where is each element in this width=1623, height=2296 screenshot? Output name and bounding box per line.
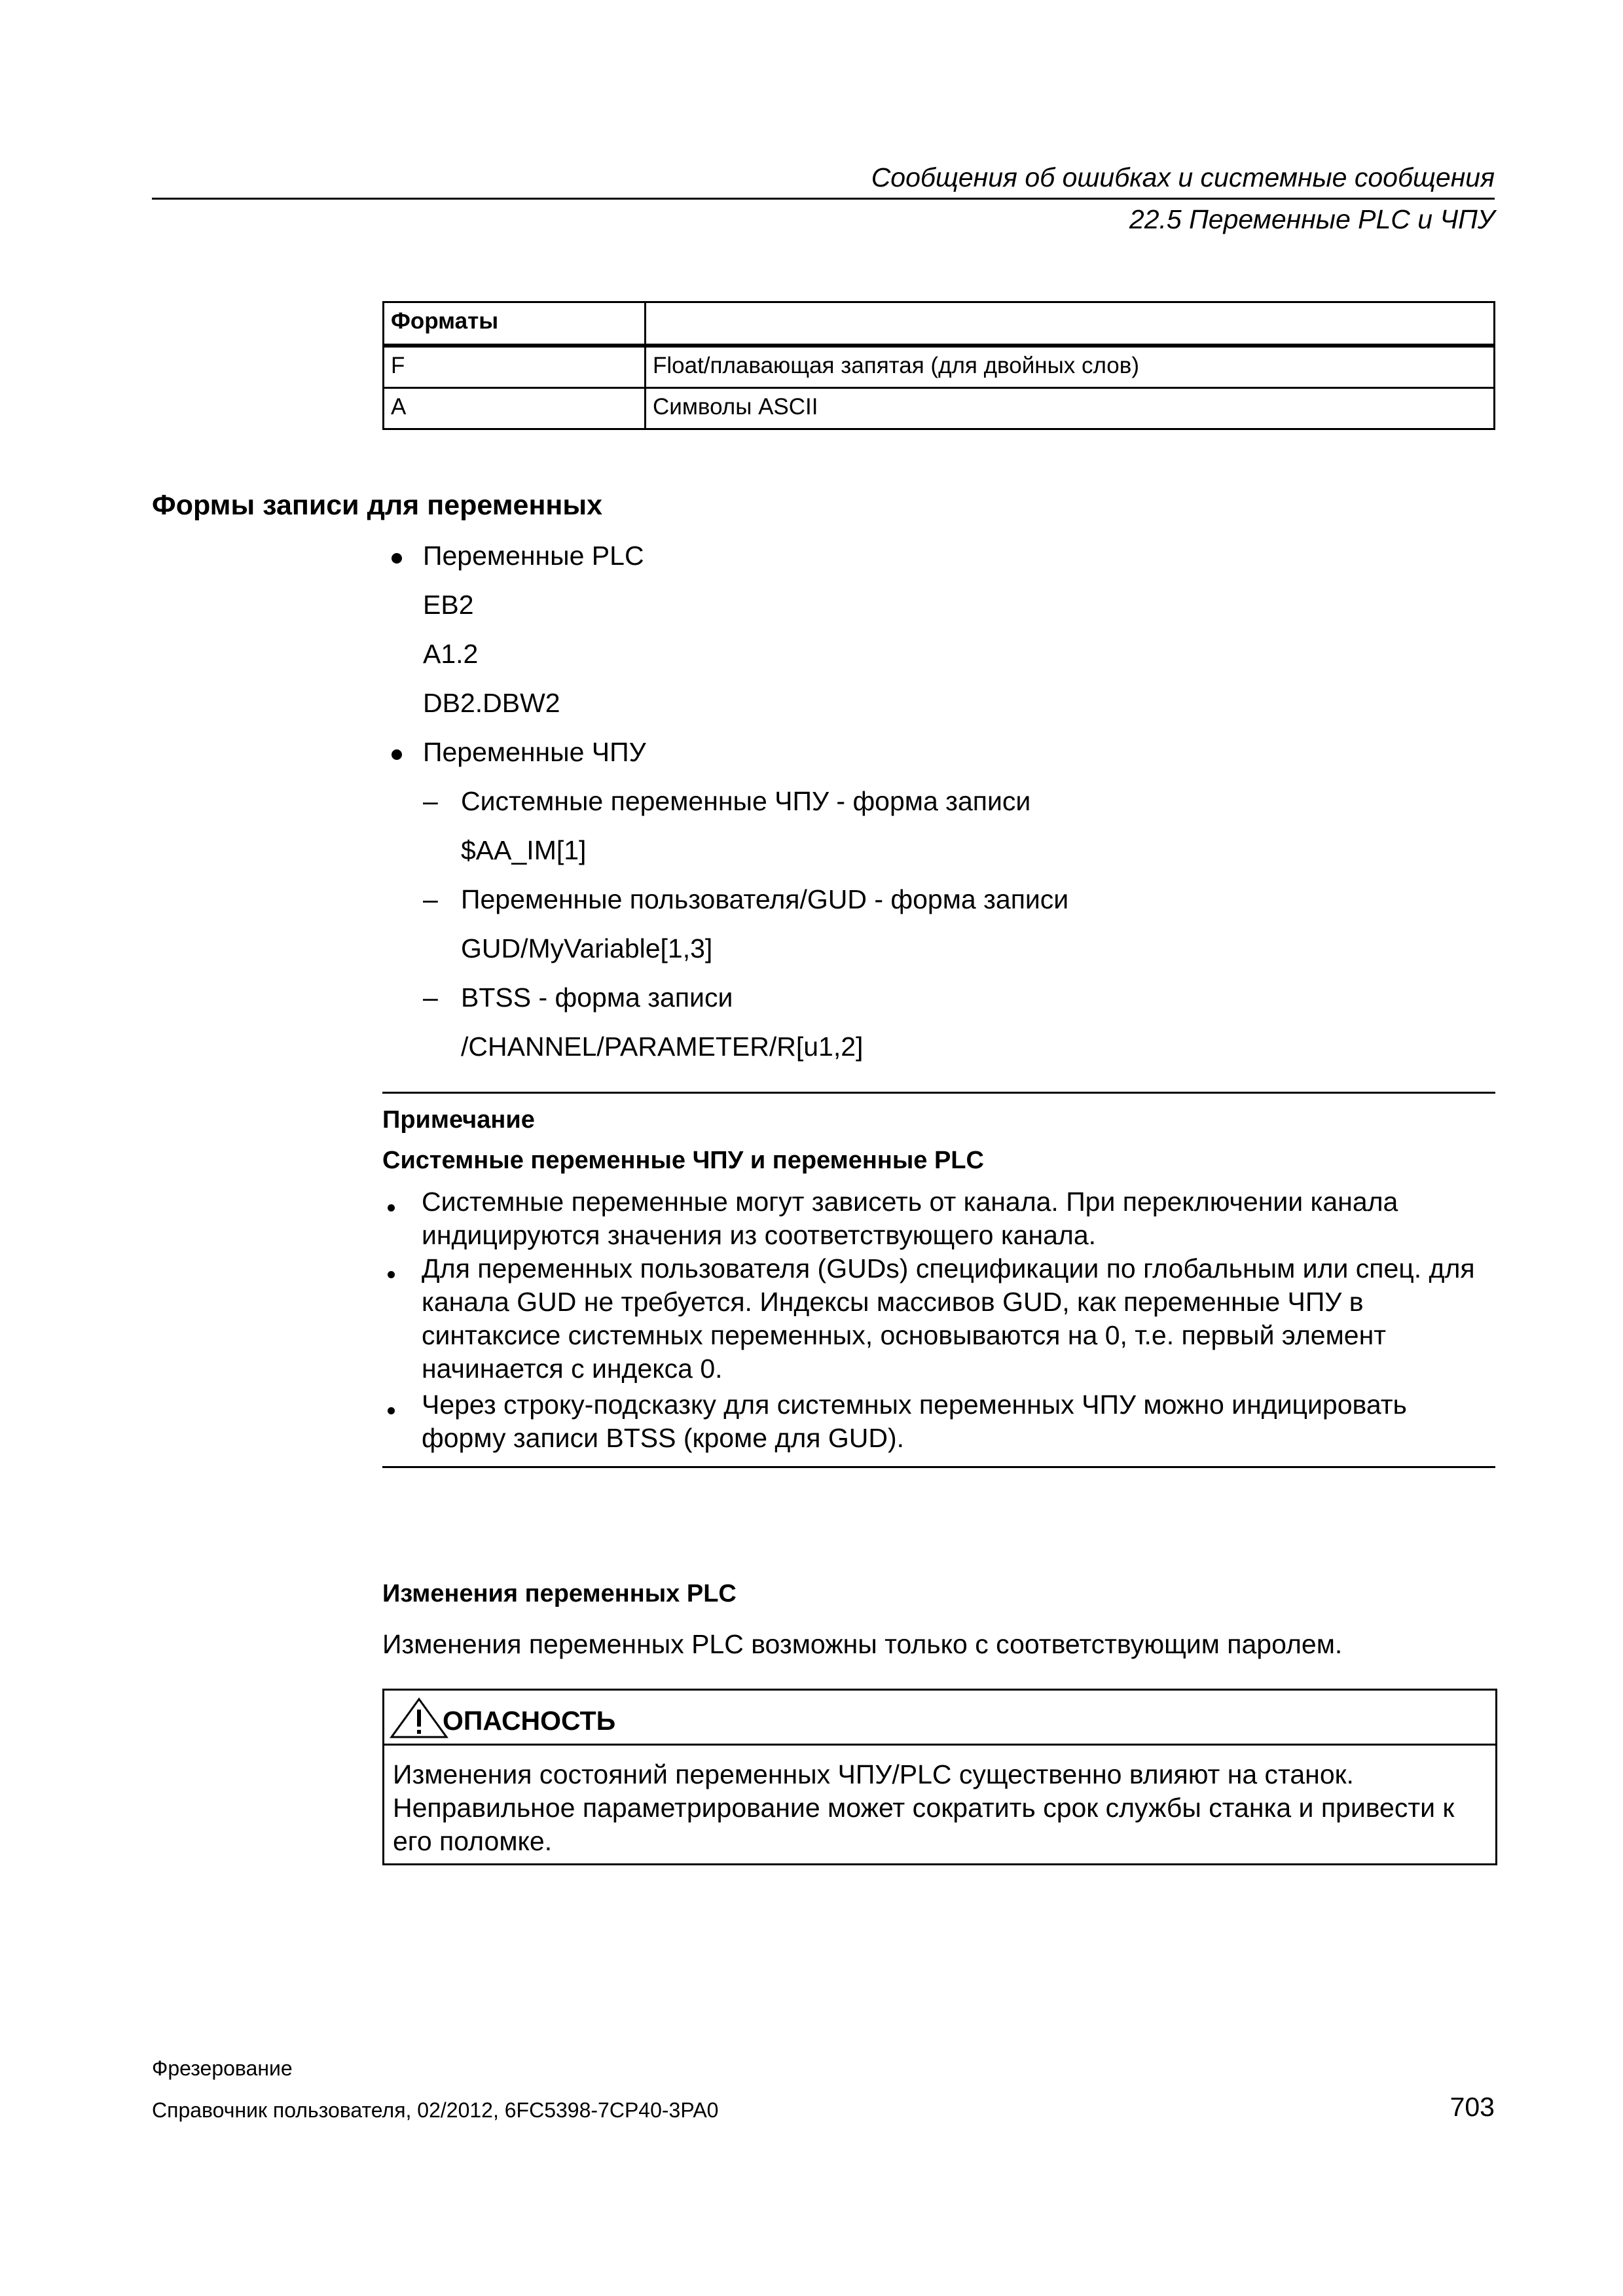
bullet-icon <box>392 553 402 564</box>
footer-product: Фрезерование <box>152 2056 293 2080</box>
plc-variables-label: Переменные PLC <box>423 541 644 571</box>
plc-example: DB2.DBW2 <box>423 688 560 718</box>
danger-label: ОПАСНОСТЬ <box>443 1706 616 1736</box>
plc-example: A1.2 <box>423 639 479 669</box>
note-bottom-rule <box>382 1466 1495 1468</box>
nc-item-label: BTSS - форма записи <box>461 982 733 1013</box>
page-number: 703 <box>1450 2092 1495 2122</box>
plc-example: EB2 <box>423 590 474 620</box>
note-item: Системные переменные могут зависеть от канала. При переключении канала индицируются значения из соответствующего канала. <box>422 1187 1398 1250</box>
bullet-icon <box>388 1204 395 1211</box>
changes-text: Изменения переменных PLC возможны только с соответствующим паролем. <box>382 1629 1343 1659</box>
formats-table <box>382 301 1495 430</box>
nc-item-label: Переменные пользователя/GUD - форма записи <box>461 884 1069 914</box>
running-header-chapter: Сообщения об ошибках и системные сообщения <box>871 162 1495 192</box>
table-row <box>384 388 1495 429</box>
formats-table-header-cell: Форматы <box>384 302 646 346</box>
nc-item-example: /CHANNEL/PARAMETER/R[u1,2] <box>461 1031 864 1062</box>
note-top-rule <box>382 1092 1495 1094</box>
changes-heading: Изменения переменных PLC <box>382 1580 737 1607</box>
table-cell-code: F <box>384 346 646 388</box>
formats-table-header-cell <box>646 302 1495 346</box>
running-header-section: 22.5 Переменные PLC и ЧПУ <box>1129 204 1495 234</box>
table-cell-description: Символы ASCII <box>646 388 1495 429</box>
notation-heading: Формы записи для переменных <box>152 490 603 521</box>
table-row <box>384 346 1495 388</box>
bullet-icon <box>388 1407 395 1414</box>
dash-icon: – <box>423 982 438 1013</box>
bullet-icon <box>392 749 402 760</box>
dash-icon: – <box>423 786 438 816</box>
warning-triangle-icon <box>389 1696 449 1740</box>
danger-text: Изменения состояний переменных ЧПУ/PLC существенно влияют на станок. Неправильное параметрирование может сократить срок службы станка и привести к его поломке. <box>393 1759 1455 1856</box>
note-item: Для переменных пользователя (GUDs) спецификации по глобальным или спец. для канала GUD не требуется. Индексы массивов GUD, как переменные ЧПУ в синтаксисе системных переменных, основываются на 0, т.е. первый элемент начинается с индекса 0. <box>422 1253 1475 1384</box>
formats-table-header-row <box>384 302 1495 346</box>
nc-variables-label: Переменные ЧПУ <box>423 737 646 767</box>
table-cell-code: A <box>384 388 646 429</box>
footer-manual-info: Справочник пользователя, 02/2012, 6FC5398-7CP40-3PA0 <box>152 2098 719 2122</box>
nc-item-label: Системные переменные ЧПУ - форма записи <box>461 786 1031 816</box>
nc-item-example: GUD/MyVariable[1,3] <box>461 933 713 963</box>
header-rule <box>152 198 1495 200</box>
table-cell-description: Float/плавающая запятая (для двойных слов) <box>646 346 1495 388</box>
bullet-icon <box>388 1271 395 1278</box>
dash-icon: – <box>423 884 438 914</box>
note-title: Системные переменные ЧПУ и переменные PLC <box>382 1147 984 1174</box>
nc-item-example: $AA_IM[1] <box>461 835 587 865</box>
note-item: Через строку-подсказку для системных переменных ЧПУ можно индицировать форму записи BTSS (кроме для GUD). <box>422 1390 1407 1453</box>
danger-separator <box>382 1744 1495 1746</box>
note-label: Примечание <box>382 1106 535 1134</box>
